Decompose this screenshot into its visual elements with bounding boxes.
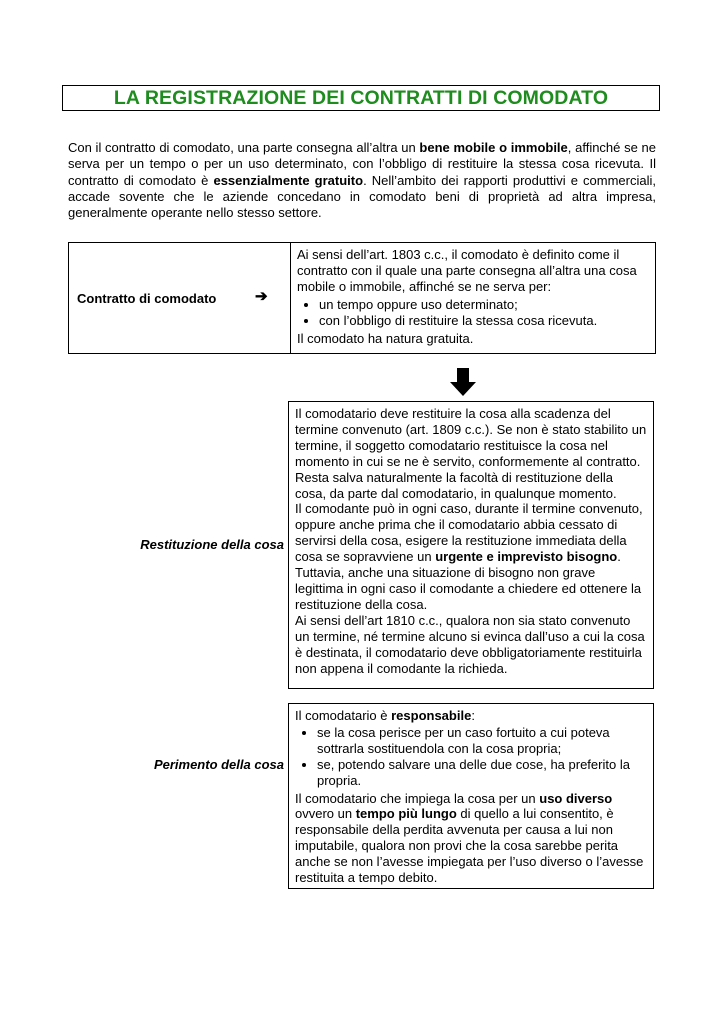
intro-bold-1: bene mobile o immobile	[419, 140, 568, 155]
intro-paragraph	[68, 140, 656, 221]
page-title: LA REGISTRAZIONE DEI CONTRATTI DI COMODATO	[113, 86, 609, 109]
perimento-t1-end: di quello a lui consentito, è responsabile della perdita avvenuta per causa a lui non imputabile, qualora non provi che la cosa sarebbe perita anche se non l’avesse impiegata per l’uso diverso o l’avesse restituita a tempo debito.	[295, 806, 644, 886]
definition-label: Contratto di comodato	[77, 290, 217, 306]
definition-list	[297, 297, 649, 329]
intro-text-1: Con il contratto di comodato, una parte consegna all’altra un	[68, 140, 420, 155]
perimento-intro-text: Il comodatario è	[295, 708, 392, 723]
list-item: • se la cosa perisce per un caso fortuito a cui poteva sottrarla sostituendola con la cosa propria;	[317, 725, 647, 757]
down-arrow-icon	[450, 368, 476, 396]
perimento-intro-end: :	[471, 708, 475, 723]
intro-bold-2: essenzialmente gratuito	[213, 172, 364, 188]
title-box	[62, 85, 660, 111]
perimento-text	[295, 791, 647, 886]
restituzione-text-2	[295, 501, 647, 612]
intro-text-3: . Nell’ambito dei rapporti produttivi e commerciali, accade sovente che le aziende concedano in comodato beni di proprietà ad altra impresa, generalmente operante nello stesso settore.	[68, 172, 656, 221]
intro-text-2: , affinché se ne serva per un tempo o per un uso determinato, con l’obbligo di restituire la stessa cosa ricevuta. Il contratto di comodato è	[68, 140, 656, 188]
restituzione-t2-end: . Tuttavia, anche una situazione di bisogno non grave legittima in ogni caso il comodante a chiedere ed ottenere la restituzione della cosa.	[295, 549, 642, 612]
list-item: • un tempo oppure uso determinato;	[319, 297, 649, 313]
perimento-list	[295, 725, 647, 789]
restituzione-text-3: Ai sensi dell’art 1810 c.c., qualora non sia stato convenuto un termine, né termine alcuno si evinca dall’uso a cui la cosa è destinata, il comodatario deve obbligatoriamente restituirla non appena il comodante la richieda.	[295, 612, 645, 676]
perimento-label: Perimento della cosa	[153, 757, 284, 772]
restituzione-bold: urgente e imprevisto bisogno	[435, 549, 618, 565]
perimento-bold-2: tempo più lungo	[355, 806, 457, 822]
perimento-intro	[295, 708, 647, 724]
restituzione-t2: Il comodante può in ogni caso, durante il termine convenuto, oppure anche prima che il comodatario abbia cessato di servirsi della cosa, esigere la restituzione immediata della cosa se sopravviene un	[295, 501, 643, 565]
list-item: • se, potendo salvare una delle due cose, ha preferito la propria.	[317, 757, 647, 789]
restituzione-box	[288, 401, 654, 689]
perimento-intro-bold: responsabile	[391, 708, 472, 723]
restituzione-text-1: Il comodatario deve restituire la cosa alla scadenza del termine convenuto (art. 1809 c.c.). Se non è stato stabilito un termine, il soggetto comodatario restituisce la cosa nel momento in cui se ne è servito, conformemente al contratto. Resta salva naturalmente la facoltà di restituzione della cosa, da parte dal comodatario, in qualunque momento.	[295, 406, 647, 501]
perimento-t1: Il comodatario che impiega la cosa per un	[295, 790, 540, 806]
list-item: • con l’obbligo di restituire la stessa cosa ricevuta.	[319, 313, 649, 329]
perimento-bold-1: uso diverso	[539, 790, 613, 806]
definition-footer: Il comodato ha natura gratuita.	[297, 331, 474, 347]
right-arrow-icon: ➔	[255, 288, 268, 305]
definition-text: Ai sensi dell’art. 1803 c.c., il comodato è definito come il contratto con il quale una parte consegna all’altra una cosa mobile o immobile, affinché se ne serva per:	[297, 247, 637, 295]
definition-table	[68, 242, 656, 354]
definition-text-cell	[291, 243, 655, 353]
restituzione-label: Restituzione della cosa	[140, 537, 284, 552]
perimento-t1-mid: ovvero un	[295, 806, 356, 822]
definition-label-cell	[69, 243, 291, 353]
perimento-box	[288, 703, 654, 889]
